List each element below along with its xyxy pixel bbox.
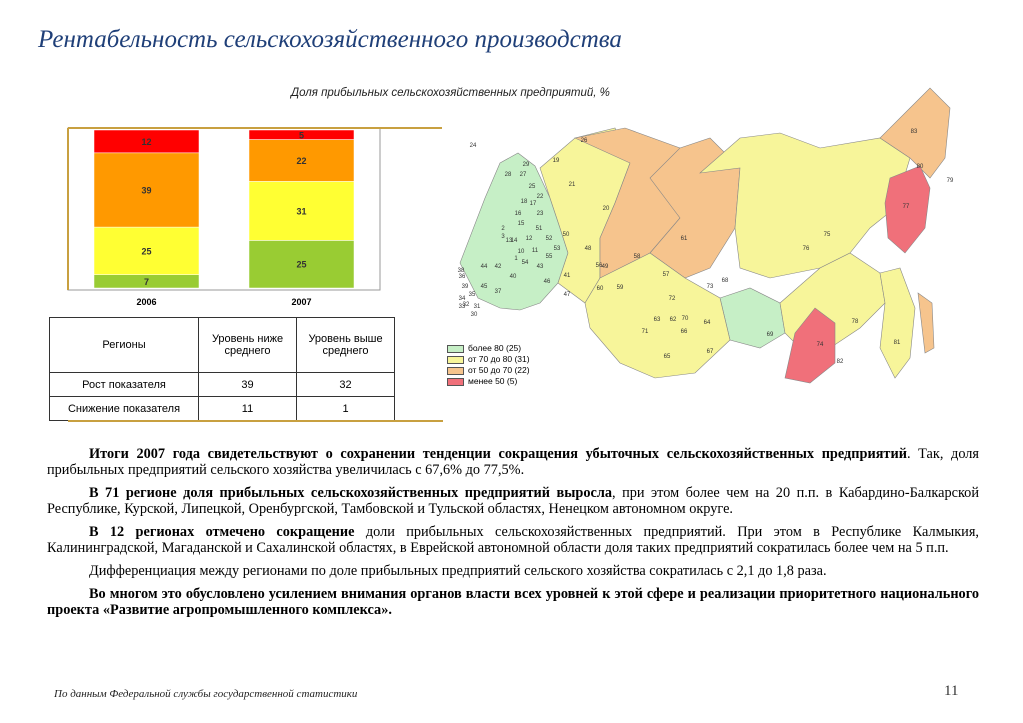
map-region-number: 11 xyxy=(531,248,539,254)
map-region-number: 82 xyxy=(836,359,844,365)
bar-value-label: 31 xyxy=(296,206,307,217)
map-region-number: 40 xyxy=(509,274,517,280)
bar-value-label: 22 xyxy=(296,155,307,166)
paragraph-1-rest: . Так, доля прибыльных предприятий сельского хозяйства увеличилась с 67,6% до 77,5%. xyxy=(47,446,979,478)
legend-item xyxy=(447,365,530,376)
table-cell-above: 32 xyxy=(297,373,395,397)
map-region-number: 18 xyxy=(520,199,528,205)
map-region-number: 65 xyxy=(663,354,671,360)
paragraph-2-bold: В 71 регионе доля прибыльных сельскохозяйственных предприятий выросла xyxy=(89,485,612,501)
legend-label: от 70 до 80 (31) xyxy=(468,354,530,364)
table-header-regions: Регионы xyxy=(50,318,199,373)
map-region-number: 34 xyxy=(458,296,466,302)
paragraph-3-bold: В 12 регионах отмечено сокращение xyxy=(89,524,355,540)
table-header-below: Уровень ниже среднего xyxy=(199,318,297,373)
legend-swatch-3 xyxy=(447,367,464,375)
bar-value-label: 12 xyxy=(141,136,152,147)
map-region-number: 51 xyxy=(535,226,543,232)
map-region-number: 62 xyxy=(669,317,677,323)
map-region-number: 72 xyxy=(668,296,676,302)
map-region-number: 52 xyxy=(545,236,553,242)
map-region-number: 15 xyxy=(517,221,525,227)
map-region-number: 37 xyxy=(494,289,502,295)
map-region-number: 78 xyxy=(851,319,859,325)
map-region-sakhalin-orange xyxy=(918,293,934,353)
map-region-number: 81 xyxy=(893,340,901,346)
map-region-number: 53 xyxy=(553,246,561,252)
legend-swatch-1 xyxy=(447,345,464,353)
table-row xyxy=(50,373,395,397)
map-region-number: 61 xyxy=(680,236,688,242)
chart-x-labels xyxy=(136,297,311,307)
map-region-number: 75 xyxy=(823,232,831,238)
map-region-number: 38 xyxy=(457,268,465,274)
stacked-bar-chart xyxy=(0,0,450,320)
page-title: Рентабельность сельскохозяйственного производства xyxy=(38,26,622,53)
map-region-number: 47 xyxy=(563,292,571,298)
map-region-number: 56 xyxy=(595,263,603,269)
paragraph-4: Дифференциация между регионами по доле прибыльных предприятий сельского хозяйства сократилась с 2,1 до 1,8 раза. xyxy=(89,563,827,579)
bar-value-label: 39 xyxy=(141,185,152,196)
map-region-number: 60 xyxy=(596,286,604,292)
map-region-number: 2 xyxy=(501,226,505,232)
map-region-number: 50 xyxy=(562,232,570,238)
legend-swatch-2 xyxy=(447,356,464,364)
map-region-number: 13 xyxy=(505,238,513,244)
map-region-number: 76 xyxy=(802,246,810,252)
paragraph-5-bold: Во многом это обусловлено усилением внимания органов власти всех уровней к этой сфере и реализации приоритетного национального проекта «Развитие агропромышленного комплекса». xyxy=(47,586,979,618)
map-region-number: 1 xyxy=(514,256,518,262)
map-region-number: 49 xyxy=(601,264,609,270)
map-region-number: 79 xyxy=(946,178,954,184)
map-region-number: 55 xyxy=(545,254,553,260)
page-number: 11 xyxy=(944,683,959,699)
map-region-number: 44 xyxy=(480,264,488,270)
legend-label: более 80 (25) xyxy=(468,343,522,353)
map-region-number: 35 xyxy=(468,292,476,298)
map-region-number: 27 xyxy=(519,172,527,178)
chart-title: Доля прибыльных сельскохозяйственных предприятий, % xyxy=(291,87,610,99)
map-region-number: 16 xyxy=(514,211,522,217)
map-region-number: 21 xyxy=(568,182,576,188)
map-region-number: 80 xyxy=(916,164,924,170)
map-region-number: 66 xyxy=(680,329,688,335)
map-region-number: 68 xyxy=(721,278,729,284)
table-cell-above: 1 xyxy=(297,397,395,421)
map-region-number: 39 xyxy=(461,284,469,290)
table-cell-below: 11 xyxy=(199,397,297,421)
paragraph-3 xyxy=(47,524,979,556)
map-region-number: 30 xyxy=(470,312,478,318)
paragraph-1 xyxy=(47,446,979,478)
map-region-number: 42 xyxy=(494,264,502,270)
map-region-number: 73 xyxy=(706,284,714,290)
map-region-number: 28 xyxy=(504,172,512,178)
map-region-number: 14 xyxy=(510,238,518,244)
paragraph-3-rest: доли прибыльных сельскохозяйственных предприятий. При этом в Республике Калмыкия, Калининградской, Магаданской и Сахалинской областях, в Еврейской автономной области доля таких предприятий сократилась более чем на 5 п.п. xyxy=(47,524,979,556)
map-region-number: 77 xyxy=(902,204,910,210)
map-region-number: 20 xyxy=(602,206,610,212)
map-region-number: 71 xyxy=(641,329,649,335)
legend-label: менее 50 (5) xyxy=(468,376,518,386)
table-bottom-rule xyxy=(68,420,443,422)
map-region-number: 41 xyxy=(563,273,571,279)
paragraph-1-bold: Итоги 2007 года свидетельствуют о сохранении тенденции сокращения убыточных сельскохозяйственных предприятий xyxy=(89,446,907,462)
bar-value-label: 5 xyxy=(298,130,305,141)
map-region-number: 74 xyxy=(816,342,824,348)
map-region-number: 83 xyxy=(910,129,918,135)
map-region-number: 69 xyxy=(766,332,774,338)
map-region-number: 58 xyxy=(633,254,641,260)
map-region-number: 45 xyxy=(480,284,488,290)
paragraph-2 xyxy=(47,485,979,517)
body-text xyxy=(47,446,979,625)
map-region-number: 57 xyxy=(662,272,670,278)
map-region-number: 31 xyxy=(473,304,481,310)
map-region-number: 19 xyxy=(552,158,560,164)
map-region-number: 3 xyxy=(501,234,505,240)
table-cell-label: Снижение показателя xyxy=(50,397,199,421)
table-cell-label: Рост показателя xyxy=(50,373,199,397)
map-region-number: 23 xyxy=(536,211,544,217)
map-region-number: 26 xyxy=(580,138,588,144)
source-footnote: По данным Федеральной службы государственной статистики xyxy=(54,688,358,700)
map-region-number: 54 xyxy=(521,260,529,266)
paragraph-5 xyxy=(47,586,979,618)
x-tick-label: 2006 xyxy=(136,297,157,307)
legend-item xyxy=(447,354,530,365)
x-tick-label: 2007 xyxy=(291,297,312,307)
regions-table xyxy=(49,317,395,421)
map-region-number: 46 xyxy=(543,279,551,285)
map-region-number: 22 xyxy=(536,194,544,200)
map-region-number: 29 xyxy=(522,162,530,168)
map-region-number: 43 xyxy=(536,264,544,270)
bar-value-label: 25 xyxy=(296,259,307,270)
legend-item xyxy=(447,343,530,354)
map-region-number: 10 xyxy=(517,249,525,255)
map-region-number: 17 xyxy=(529,201,537,207)
map-region-number: 12 xyxy=(525,236,533,242)
map-region-number: 25 xyxy=(528,184,536,190)
map-region-number: 48 xyxy=(584,246,592,252)
paragraph-2-rest: , при этом более чем на 20 п.п. в Кабардино-Балкарской Республике, Курской, Липецкой, Оренбургской, Тамбовской и Тульской областях, Ненецком автономном округе. xyxy=(47,485,979,517)
legend-label: от 50 до 70 (22) xyxy=(468,365,530,375)
map-region-number: 36 xyxy=(458,274,466,280)
table-row xyxy=(50,397,395,421)
legend-item xyxy=(447,376,530,387)
map-region-primorye-yellow xyxy=(880,268,915,378)
map-region-number: 59 xyxy=(616,285,624,291)
map-region-number: 70 xyxy=(681,316,689,322)
bar-value-label: 25 xyxy=(141,246,152,257)
map-region-number: 63 xyxy=(653,317,661,323)
table-cell-below: 39 xyxy=(199,373,297,397)
map-region-number: 67 xyxy=(706,349,714,355)
map-legend xyxy=(447,343,530,387)
map-region-number: 32 xyxy=(462,302,470,308)
map-region-number: 33 xyxy=(458,304,466,310)
map-region-number: 64 xyxy=(703,320,711,326)
bar-value-label: 7 xyxy=(143,276,150,287)
legend-swatch-4 xyxy=(447,378,464,386)
table-header-above: Уровень выше среднего xyxy=(297,318,395,373)
map-region-number: 24 xyxy=(469,143,477,149)
